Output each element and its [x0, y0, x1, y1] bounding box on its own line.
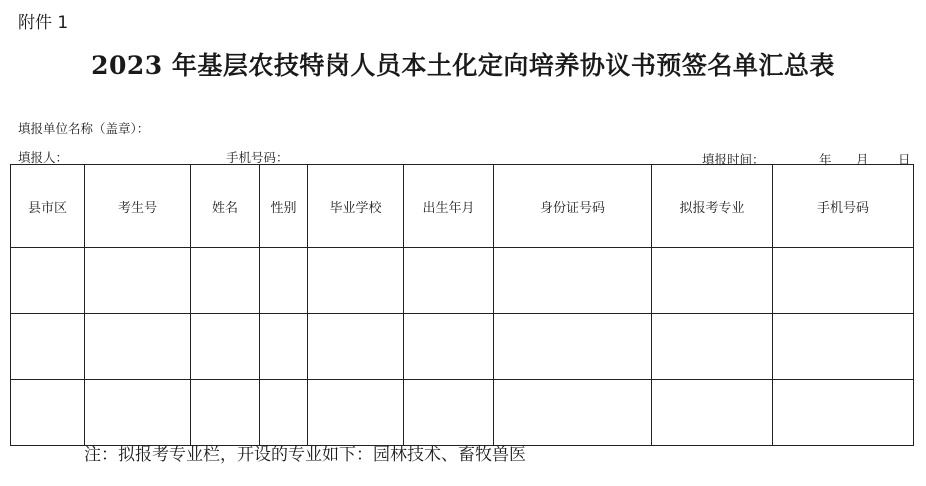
phone-label: 手机号码：	[226, 150, 289, 165]
table-cell	[652, 248, 773, 314]
table-cell	[494, 248, 652, 314]
table-cell	[494, 314, 652, 380]
header-birth-date: 出生年月	[404, 165, 494, 248]
table-header-row	[11, 165, 914, 248]
table-cell	[404, 380, 494, 446]
month-label: 月	[856, 152, 869, 167]
table-cell	[652, 314, 773, 380]
header-school: 毕业学校	[308, 165, 404, 248]
table-cell	[11, 380, 85, 446]
table-row	[11, 314, 914, 380]
table-cell	[11, 314, 85, 380]
table-cell	[260, 248, 308, 314]
header-exam-number: 考生号	[85, 165, 191, 248]
footnote: 注：拟报考专业栏，开设的专业如下：园林技术、畜牧兽医	[84, 445, 526, 465]
table-cell	[191, 380, 260, 446]
table-cell	[11, 248, 85, 314]
table-cell	[773, 380, 914, 446]
table-cell	[85, 248, 191, 314]
table-cell	[191, 248, 260, 314]
table-cell	[773, 314, 914, 380]
document-title: 2023 年基层农技特岗人员本土化定向培养协议书预签名单汇总表	[91, 51, 835, 80]
table-cell	[85, 380, 191, 446]
filler-label: 填报人：	[18, 150, 69, 165]
table-cell	[308, 248, 404, 314]
table-cell	[260, 314, 308, 380]
header-phone: 手机号码	[773, 165, 914, 248]
table-cell	[308, 380, 404, 446]
header-name: 姓名	[191, 165, 260, 248]
signup-summary-table	[10, 164, 914, 446]
unit-name-label: 填报单位名称（盖章）：	[18, 121, 150, 136]
year-label: 年	[819, 152, 832, 167]
day-label: 日	[898, 152, 911, 167]
header-major: 拟报考专业	[652, 165, 773, 248]
fill-time-label: 填报时间：	[702, 152, 765, 167]
table-cell	[308, 314, 404, 380]
table-row	[11, 248, 914, 314]
table-cell	[191, 314, 260, 380]
table-cell	[260, 380, 308, 446]
header-id-number: 身份证号码	[494, 165, 652, 248]
table-row	[11, 380, 914, 446]
table-cell	[85, 314, 191, 380]
table-cell	[404, 314, 494, 380]
attachment-label: 附件 1	[18, 13, 69, 33]
table-cell	[404, 248, 494, 314]
table-cell	[494, 380, 652, 446]
table-cell	[652, 380, 773, 446]
header-gender: 性别	[260, 165, 308, 248]
header-county: 县市区	[11, 165, 85, 248]
table-cell	[773, 248, 914, 314]
